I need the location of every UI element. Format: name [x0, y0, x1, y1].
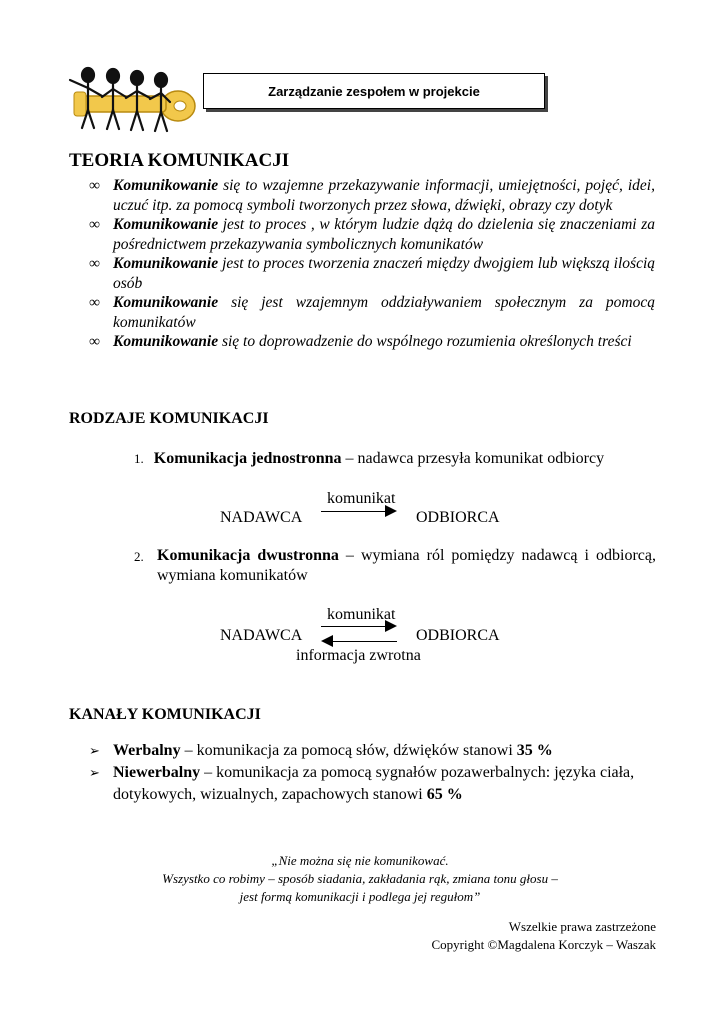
type-text: – nadawca przesyła komunikat odbiorcy: [341, 450, 605, 467]
list-item: [89, 332, 655, 352]
infinity-bullet-icon: ∞: [89, 177, 101, 194]
channel-list: [89, 740, 649, 806]
arrow-bullet-icon: ➢: [89, 765, 100, 780]
infinity-bullet-icon: ∞: [89, 255, 101, 272]
diagram2-message: komunikat: [327, 606, 396, 623]
channel-text: – komunikacja za pomocą słów, dźwięków stanowi: [180, 742, 517, 759]
definition-text: się jest wzajemnym oddziaływaniem społecznym za pomocą komunikatów: [113, 294, 655, 331]
diagram2-sender: NADAWCA: [220, 627, 303, 644]
infinity-bullet-icon: ∞: [89, 333, 101, 350]
footer-copyright: Copyright ©Magdalena Korczyk – Waszak: [431, 937, 656, 952]
list-item: [89, 740, 649, 762]
term: Komunikowanie: [113, 255, 219, 272]
diagram2-receiver: ODBIORCA: [416, 627, 500, 644]
quote-line: jest formą komunikacji i podlega jej regułom”: [239, 889, 481, 904]
item-number: 2.: [134, 549, 144, 564]
channel-percentage: 65 %: [426, 786, 463, 803]
type-item-2: [134, 546, 656, 586]
term: Komunikacja dwustronna: [157, 547, 339, 564]
term: Komunikowanie: [113, 333, 219, 350]
quote-line: Wszystko co robimy – sposób siadania, zakładania rąk, zmiana tonu głosu –: [162, 871, 558, 886]
list-item: [89, 293, 655, 332]
quote: [100, 852, 620, 906]
type-text: – wymiana ról pomiędzy nadawcą i odbiorcą, wymiana komunikatów: [157, 547, 656, 584]
footer-rights: Wszelkie prawa zastrzeżone: [508, 919, 656, 934]
definition-list: [89, 176, 655, 352]
definition-text: się to wzajemne przekazywanie informacji, umiejętności, pojęć, idei, uczuć itp. za pomocą symboli tworzonych przez słowa, dźwięki, obrazy czy dotyk: [113, 177, 655, 214]
section-title-theory: TEORIA KOMUNIKACJI: [69, 150, 290, 171]
term: Komunikowanie: [113, 177, 219, 194]
header-title: Zarządzanie zespołem w projekcie: [268, 83, 480, 99]
infinity-bullet-icon: ∞: [89, 294, 101, 311]
infinity-bullet-icon: ∞: [89, 216, 101, 233]
list-item: [89, 762, 649, 806]
arrow-bullet-icon: ➢: [89, 743, 100, 758]
term: Komunikowanie: [113, 216, 219, 233]
term: Werbalny: [113, 742, 181, 759]
type-item-1: [134, 449, 654, 469]
list-item: [89, 254, 655, 293]
header-box: [203, 73, 545, 109]
definition-text: jest to proces , w którym ludzie dążą do dzielenia się znaczeniami za pośrednictwem przekazywania symbolicznych komunikatów: [113, 216, 655, 253]
definition-text: jest to proces tworzenia znaczeń między dwojgiem lub większą ilością osób: [113, 255, 655, 292]
item-number: 1.: [134, 451, 144, 466]
channel-percentage: 35 %: [516, 742, 553, 759]
team-key-icon: [66, 66, 202, 136]
list-item: [89, 215, 655, 254]
channel-text: – komunikacja za pomocą sygnałów pozawerbalnych: języka ciała, dotykowych, wizualnych, zapachowych stanowi: [113, 764, 635, 803]
section-title-types: RODZAJE KOMUNIKACJI: [69, 410, 269, 427]
diagram1-receiver: ODBIORCA: [416, 509, 500, 526]
diagram2-feedback: informacja zwrotna: [296, 647, 421, 664]
term: Niewerbalny: [113, 764, 201, 781]
diagram1-sender: NADAWCA: [220, 509, 303, 526]
section-title-channels: KANAŁY KOMUNIKACJI: [69, 706, 261, 723]
term: Komunikacja jednostronna: [153, 450, 342, 467]
quote-line: „Nie można się nie komunikować.: [271, 853, 449, 868]
diagram1-message: komunikat: [327, 490, 396, 507]
term: Komunikowanie: [113, 294, 219, 311]
list-item: [89, 176, 655, 215]
definition-text: się to doprowadzenie do wspólnego rozumienia określonych treści: [218, 333, 632, 350]
